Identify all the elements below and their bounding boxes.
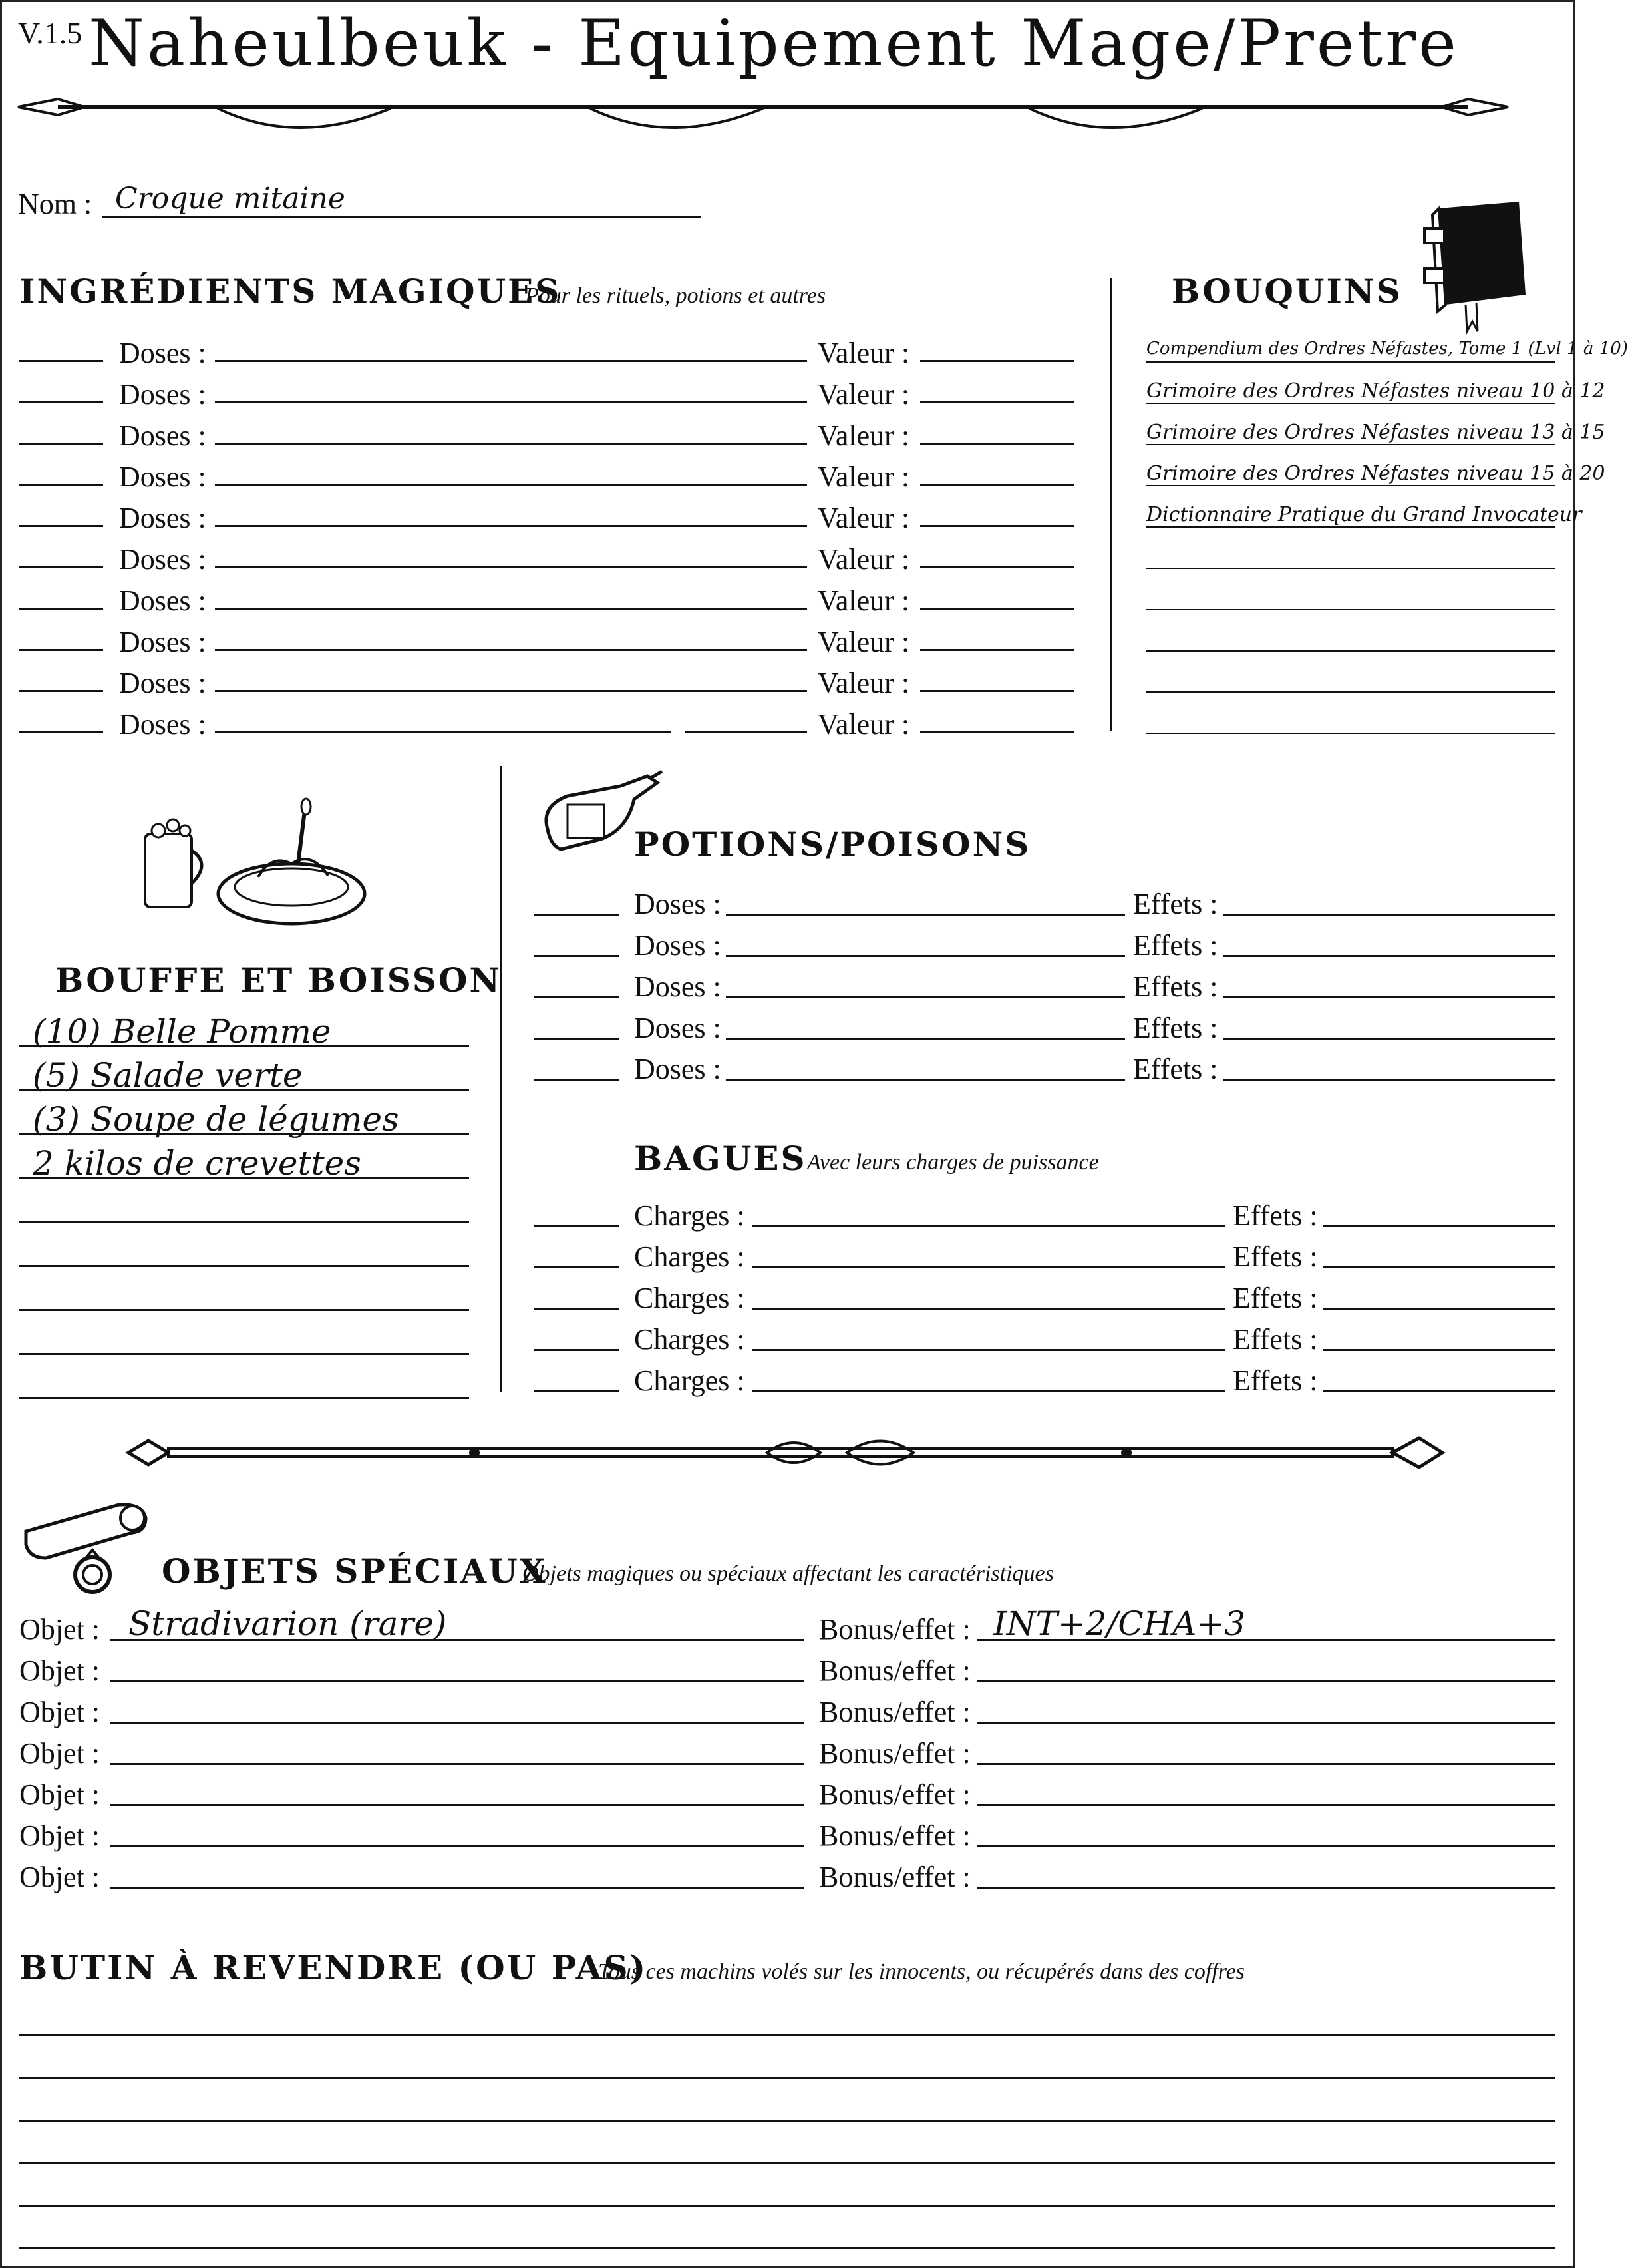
ingredient-valeur-line[interactable] (920, 731, 1074, 733)
ingredient-valeur-label: Valeur : (818, 584, 910, 617)
ingredient-name-line[interactable] (215, 608, 807, 610)
bagues-subtitle: Avec leurs charges de puissance (807, 1150, 1099, 1175)
ingredient-valeur-label: Valeur : (818, 626, 910, 658)
ingredient-doses-label: Doses : (119, 461, 206, 493)
ingredient-doses-label: Doses : (119, 419, 206, 452)
potion-effets-label: Effets : (1133, 929, 1218, 962)
ingredient-valeur-line[interactable] (920, 443, 1074, 445)
book-line[interactable] (1146, 609, 1555, 610)
ring-charges-label: Charges : (634, 1240, 745, 1273)
ingredient-valeur-label: Valeur : (818, 708, 910, 741)
potion-doses-label: Doses : (634, 1012, 721, 1044)
food-item[interactable]: (10) Belle Pomme (33, 1012, 331, 1051)
ring-effets-label: Effets : (1233, 1199, 1318, 1232)
potion-doses-label: Doses : (634, 1053, 721, 1085)
ingredient-valeur-label: Valeur : (818, 667, 910, 699)
object-bonus-line[interactable] (977, 1887, 1555, 1889)
object-bonus-value[interactable]: INT+2/CHA+3 (993, 1605, 1246, 1643)
object-bonus-label: Bonus/effet : (819, 1654, 971, 1687)
potion-effets-label: Effets : (1133, 1012, 1218, 1044)
ring-charges-line[interactable] (752, 1308, 1225, 1310)
ring-effets-label: Effets : (1233, 1240, 1318, 1273)
ring-charges-label: Charges : (634, 1323, 745, 1356)
ingredient-valeur-label: Valeur : (818, 461, 910, 493)
ingredient-qty-line[interactable] (19, 360, 103, 362)
ingredient-name-line[interactable] (215, 649, 807, 651)
ingredient-valeur-label: Valeur : (818, 543, 910, 576)
ingredient-qty-line[interactable] (19, 525, 103, 527)
ring-charges-line[interactable] (752, 1349, 1225, 1351)
object-bonus-label: Bonus/effet : (819, 1696, 971, 1728)
object-bonus-label: Bonus/effet : (819, 1613, 971, 1646)
book-line[interactable] (1146, 691, 1555, 693)
ingredient-valeur-line[interactable] (920, 484, 1074, 486)
book-title[interactable]: Compendium des Ordres Néfastes, Tome 1 (Lvl 1 à 10) (1146, 339, 1628, 359)
ingredient-name-line[interactable] (215, 690, 807, 692)
potion-name-line[interactable] (726, 1079, 1125, 1081)
potion-effets-line[interactable] (1223, 1079, 1555, 1081)
object-bonus-line[interactable] (977, 1680, 1555, 1682)
ingredient-qty-line[interactable] (19, 484, 103, 486)
ingredient-name-line[interactable] (215, 566, 807, 568)
name-label: Nom : (18, 188, 92, 220)
potion-qty-line[interactable] (534, 1079, 619, 1081)
food-line[interactable] (19, 1221, 469, 1223)
name-line (102, 216, 701, 218)
object-name-line[interactable] (110, 1845, 804, 1847)
ingredient-name-line[interactable] (685, 731, 807, 733)
ingredient-valeur-line[interactable] (920, 566, 1074, 568)
potion-qty-line[interactable] (534, 914, 619, 916)
ingredient-qty-line[interactable] (19, 443, 103, 445)
ingredients-heading: INGRÉDIENTS MAGIQUES (19, 272, 562, 311)
ingredient-doses-label: Doses : (119, 708, 206, 741)
loot-line[interactable] (19, 2162, 1555, 2164)
ingredient-name-line[interactable] (215, 525, 807, 527)
ring-effets-label: Effets : (1233, 1364, 1318, 1397)
book-line[interactable] (1146, 733, 1555, 734)
ingredient-valeur-line[interactable] (920, 525, 1074, 527)
object-name-line[interactable] (110, 1804, 804, 1806)
object-name-value[interactable]: Stradivarion (rare) (128, 1605, 447, 1643)
potion-effets-line[interactable] (1223, 996, 1555, 998)
loot-line[interactable] (19, 2205, 1555, 2207)
ingredient-valeur-line[interactable] (920, 401, 1074, 403)
loot-line[interactable] (19, 2034, 1555, 2036)
ingredient-qty-line[interactable] (19, 401, 103, 403)
ring-qty-line[interactable] (534, 1225, 619, 1227)
ingredient-qty-line[interactable] (19, 690, 103, 692)
ingredient-name-line[interactable] (215, 484, 807, 486)
ingredient-qty-line[interactable] (19, 731, 103, 733)
potion-doses-label: Doses : (634, 888, 721, 920)
potion-doses-label: Doses : (634, 929, 721, 962)
object-bonus-label: Bonus/effet : (819, 1778, 971, 1811)
object-bonus-label: Bonus/effet : (819, 1861, 971, 1893)
ingredient-valeur-label: Valeur : (818, 337, 910, 369)
object-bonus-label: Bonus/effet : (819, 1819, 971, 1852)
objets-subtitle: Objets magiques ou spéciaux affectant les caractéristiques (522, 1561, 1054, 1586)
ring-qty-line[interactable] (534, 1349, 619, 1351)
object-label: Objet : (19, 1819, 100, 1852)
book-title[interactable]: Dictionnaire Pratique du Grand Invocateur (1146, 503, 1582, 526)
object-label: Objet : (19, 1654, 100, 1687)
potion-name-line[interactable] (726, 914, 1125, 916)
ring-effets-line[interactable] (1323, 1308, 1555, 1310)
object-name-line[interactable] (110, 1763, 804, 1765)
object-label: Objet : (19, 1778, 100, 1811)
ring-effets-line[interactable] (1323, 1266, 1555, 1268)
object-label: Objet : (19, 1696, 100, 1728)
potion-qty-line[interactable] (534, 955, 619, 957)
food-item[interactable]: (5) Salade verte (33, 1056, 303, 1095)
object-name-line[interactable] (110, 1680, 804, 1682)
ring-effets-line[interactable] (1323, 1225, 1555, 1227)
potion-effets-line[interactable] (1223, 955, 1555, 957)
loot-line[interactable] (19, 2247, 1555, 2249)
food-line[interactable] (19, 1397, 469, 1399)
bagues-heading: BAGUES (634, 1139, 807, 1178)
potion-effets-label: Effets : (1133, 1053, 1218, 1085)
loot-line[interactable] (19, 2120, 1555, 2122)
book-title[interactable]: Grimoire des Ordres Néfastes niveau 13 à 15 (1146, 421, 1605, 444)
object-label: Objet : (19, 1861, 100, 1893)
potion-effets-line[interactable] (1223, 914, 1555, 916)
ingredient-valeur-line[interactable] (920, 649, 1074, 651)
potion-name-line[interactable] (726, 955, 1125, 957)
version-label: V.1.5 (18, 16, 82, 50)
objets-heading: OBJETS SPÉCIAUX (162, 1551, 548, 1591)
ring-qty-line[interactable] (534, 1266, 619, 1268)
ring-effets-label: Effets : (1233, 1323, 1318, 1356)
book-line[interactable] (1146, 568, 1555, 569)
book-line[interactable] (1146, 361, 1555, 363)
butin-subtitle: Tous ces machins volés sur les innocents, ou récupérés dans des coffres (598, 1959, 1245, 1984)
ingredient-valeur-line[interactable] (920, 360, 1074, 362)
book-line[interactable] (1146, 650, 1555, 652)
food-item[interactable]: (3) Soupe de légumes (33, 1100, 399, 1139)
ring-qty-line[interactable] (534, 1308, 619, 1310)
ring-charges-line[interactable] (752, 1390, 1225, 1392)
ingredient-doses-label: Doses : (119, 378, 206, 411)
ring-qty-line[interactable] (534, 1390, 619, 1392)
ingredient-doses-label: Doses : (119, 584, 206, 617)
staff-divider-icon (128, 1426, 1446, 1479)
ring-effets-line[interactable] (1323, 1349, 1555, 1351)
food-plate-icon (138, 797, 371, 930)
object-name-line[interactable] (110, 1722, 804, 1724)
food-line[interactable] (19, 1309, 469, 1311)
object-bonus-label: Bonus/effet : (819, 1737, 971, 1770)
ingredient-name-line[interactable] (215, 731, 671, 733)
book-icon (1419, 195, 1532, 335)
food-item[interactable]: 2 kilos de crevettes (33, 1144, 361, 1183)
object-label: Objet : (19, 1737, 100, 1770)
ingredient-doses-label: Doses : (119, 502, 206, 534)
potion-effets-label: Effets : (1133, 970, 1218, 1003)
object-name-line[interactable] (110, 1887, 804, 1889)
ingredient-valeur-line[interactable] (920, 690, 1074, 692)
ingredient-name-line[interactable] (215, 360, 807, 362)
bouffe-heading: BOUFFE ET BOISSON (55, 960, 502, 1000)
column-divider (1110, 278, 1112, 731)
ingredient-qty-line[interactable] (19, 566, 103, 568)
book-title[interactable]: Grimoire des Ordres Néfastes niveau 10 à 12 (1146, 379, 1605, 403)
potion-name-line[interactable] (726, 1038, 1125, 1040)
ingredient-valeur-label: Valeur : (818, 419, 910, 452)
ring-effets-line[interactable] (1323, 1390, 1555, 1392)
book-title[interactable]: Grimoire des Ordres Néfastes niveau 15 à 20 (1146, 462, 1605, 485)
object-bonus-line[interactable] (977, 1722, 1555, 1724)
ring-charges-line[interactable] (752, 1225, 1225, 1227)
ingredients-subtitle: Pour les rituels, potions et autres (525, 284, 826, 308)
page-title: Naheulbeuk - Equipement Mage/Pretre (88, 6, 1459, 81)
object-bonus-line[interactable] (977, 1763, 1555, 1765)
ingredient-qty-line[interactable] (19, 649, 103, 651)
potions-heading: POTIONS/POISONS (634, 825, 1031, 864)
ingredient-doses-label: Doses : (119, 626, 206, 658)
potion-doses-label: Doses : (634, 970, 721, 1003)
ring-charges-label: Charges : (634, 1364, 745, 1397)
scroll-ring-icon (19, 1491, 159, 1598)
ingredient-valeur-label: Valeur : (818, 502, 910, 534)
food-line[interactable] (19, 1353, 469, 1355)
loot-line[interactable] (19, 2077, 1555, 2079)
potion-effets-line[interactable] (1223, 1038, 1555, 1040)
potion-effets-label: Effets : (1133, 888, 1218, 920)
bouquins-heading: BOUQUINS (1172, 272, 1402, 311)
object-bonus-line[interactable] (977, 1804, 1555, 1806)
food-line[interactable] (19, 1265, 469, 1267)
potion-qty-line[interactable] (534, 1038, 619, 1040)
ingredient-doses-label: Doses : (119, 337, 206, 369)
ring-charges-line[interactable] (752, 1266, 1225, 1268)
object-bonus-line[interactable] (977, 1845, 1555, 1847)
ingredient-valeur-label: Valeur : (818, 378, 910, 411)
spear-divider-icon (18, 87, 1508, 140)
ingredient-qty-line[interactable] (19, 608, 103, 610)
column-divider (500, 766, 502, 1392)
potion-name-line[interactable] (726, 996, 1125, 998)
object-label: Objet : (19, 1613, 100, 1646)
potion-qty-line[interactable] (534, 996, 619, 998)
ingredient-valeur-line[interactable] (920, 608, 1074, 610)
ingredient-name-line[interactable] (215, 401, 807, 403)
name-value[interactable]: Croque mitaine (115, 182, 345, 216)
ring-charges-label: Charges : (634, 1282, 745, 1314)
ingredient-doses-label: Doses : (119, 667, 206, 699)
ring-charges-label: Charges : (634, 1199, 745, 1232)
ingredient-name-line[interactable] (215, 443, 807, 445)
butin-heading: BUTIN À REVENDRE (OU PAS) (19, 1948, 648, 1987)
ingredient-doses-label: Doses : (119, 543, 206, 576)
ring-effets-label: Effets : (1233, 1282, 1318, 1314)
